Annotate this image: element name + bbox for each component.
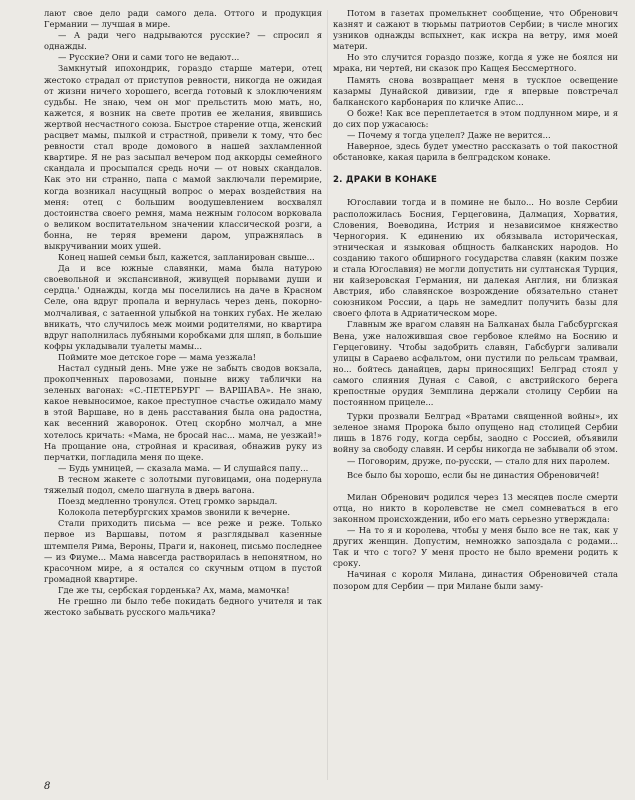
paragraph: Замкнутый ипохондрик, гораздо старше матери, отец жестоко страдал от приступов ревности, никогда не ожидая от жизни ничего хорошего, всегда готовый к злоключениям судьбы. Не знаю, чем он мог прельстить мою мать, но, кажется, я возник на свете против ее желания, явившись жертвой несчастного союза. Быстрое старение отца, женский расцвет мамы, пылкой и страстной, привели к тому, что бес ревности стал вроде домового в нашей захламленной квартире. Я не раз засыпал вечером под аккорды семейного скандала и просыпался средь ночи — от новых скандалов. Как это ни странно, папа с мамой заключали перемирие, когда возникал насущный вопрос о мерах воздействия на меня: отец с большим воодушевлением восхвалял достоинства своего ремня, мама нежным голосом ворковала о великом воспитательном значении классической розги, а бонна, не теряя времени даром, упражнялась в выкручивании моих ушей. — [44, 63, 322, 251]
paragraph: Но это случится гораздо позже, когда я уже не боялся ни мрака, ни чертей, ни сказок про Кащея Бессмертного. — [333, 52, 618, 74]
paragraph: Поймите мое детское горе — мама уезжала! — [58, 351, 256, 362]
paragraph: Конец нашей семьи был, кажется, запланирован свыше... — [58, 252, 315, 263]
paragraph: Потом в газетах промелькнет сообщение, что Обренович казнят и сажают в тюрьмы патриотов Сербии; в числе многих узников однажды вспыхнет, как искра на ветру, имя моей матери. — [333, 8, 618, 52]
paragraph: Турки прозвали Белград «Вратами священной войны», их зеленое знамя Пророка было опущено над столицей Сербии лишь в 1876 году, когда сербы, заодно с Россией, объявили войну за свободу славян. И сербы никогда не забывали об этом. — [333, 411, 618, 455]
paragraph: — Русские? Они и сами того не ведают... — [58, 52, 240, 63]
paragraph: О боже! Как все переплетается в этом подлунном мире, и я до сих пор ужасаюсь: — [333, 107, 618, 129]
paragraph: Поезд медленно тронулся. Отец громко зарыдал. — [58, 496, 278, 507]
paragraph: Начиная с короля Милана, династия Обреновичей стала позором для Сербии — при Милане были заму- — [333, 569, 618, 591]
paragraph: — Будь умницей, — сказала мама. — И слушайся папу... — [58, 462, 309, 473]
paragraph: Да и все южные славянки, мама была натурою своевольной и экспансивной, живущей порывами души и сердца.' Однажды, когда мы поселились на даче в Красном Селе, она вдруг пропала и вернулась через день, покорно-молчаливая, с затаенной улыбкой на тонких губах. Не желаю вникать, что случилось меж моими родителями, но квартира вдруг наполнилась лубяными коробками для шляп, в большие кофры укладывали туалеты мамы... — [44, 263, 322, 351]
page-number: 8 — [44, 781, 51, 792]
column-divider — [327, 10, 328, 780]
paragraph: Все было бы хорошо, если бы не династия Обреновичей! — [347, 469, 600, 480]
paragraph: Югославии тогда и в помине не было... Но возле Сербии расположилась Босния, Герцеговина, Далмация, Хорватия, Словения, Воеводина, Истрия и независимое княжество Черногория. К единению их обязывала историческая, этническая и языковая общность балканских народов. Но созданию такого обширного государства славян (каким позже и стала Югославия) не могли допустить ни султанская Турция, ни кайзеровская Германия, ни далекая Англия, ни близкая Австрия, ибо славянское возрождение обязательно станет союзником России, а царь не замедлит получить базы для своего флота в Адриатическом море. — [333, 197, 618, 319]
paragraph: Память снова возвращает меня в тусклое освещение казармы Дунайской дивизии, где я впервые повстречал балканского карбонария по кличке Апис... — [333, 74, 618, 107]
paragraph: — Почему я тогда уцелел? Даже не верится... — [347, 130, 551, 141]
paragraph: — А ради чего надрываются русские? — спросил я однажды. — [44, 30, 322, 52]
paragraph: лают свое дело ради самого дела. Оттого и продукция Германии — лучшая в мире. — [44, 8, 322, 30]
left-column — [44, 8, 322, 618]
section-heading: 2. ДРАКИ В КОНАКЕ — [333, 175, 438, 186]
paragraph: В тесном жакете с золотыми пуговицами, она подернула тяжелый подол, смело шагнула в дверь вагона. — [44, 473, 322, 496]
paragraph: Главным же врагом славян на Балканах была Габсбургская Вена, уже наложившая свое гербовое клеймо на Боснию и Герцеговину. Чтобы задобрить славян, Габсбурги заливали улицы в Сараево асфальтом, они пустили по рельсам трамваи, но... бойтесь данайцев, дары приносящих! Белград стоял у самого слияния Дуная с Савой, с австрийского берега крепостные орудия Земплина держали столицу Сербии на постоянном прицеле... — [333, 319, 618, 408]
paragraph: Колокола петербургских храмов звонили к вечерне. — [58, 507, 291, 518]
paragraph: Где же ты, сербская горденька? Ах, мама, мамочка! — [58, 584, 290, 595]
paragraph: Настал судный день. Мне уже не забыть сводов вокзала, прокопченных паровозами, поныне вижу таблички на зеленых вагонах: «С.-ПЕТЕРБУРГ — ВАРШАВА». Не знаю, какое невыносимое, какое преступное счастье ожидало маму в этой Варшаве, но в день расставания была она радостна, как весенний жаворонок. Отец скорбно молчал, а мне хотелось кричать: «Мама, не бросай нас... мама, не уезжай!» На прощание она, стройная и красивая, обнажив руку из перчатки, погладила меня по щеке. — [44, 363, 322, 462]
paragraph: — Поговорим, друже, по-русски, — стало для них паролем. — [347, 455, 610, 466]
paragraph: Стали приходить письма — все реже и реже. Только первое из Варшавы, потом я разглядывал казенные штемпеля Рима, Вероны, Праги и, наконец, письмо последнее — из Фиуме... Мама навсегда растворилась в непонятном, но красочном мире, а я остался со скучным отцом в пустой громадной квартире. — [44, 518, 322, 584]
right-column — [333, 8, 618, 592]
paragraph: Милан Обренович родился через 13 месяцев после смерти отца, но никто в королевстве не смел сомневаться в его законном происхождении, ибо его мать серьезно утверждала: — [333, 491, 618, 524]
paragraph: — На то я и королева, чтобы у меня было все не так, как у других женщин. Допустим, немножко запоздала с родами... Так и что с того? У меня просто не было времени родить к сроку. — [333, 525, 618, 569]
paragraph: Наверное, здесь будет уместно рассказать о той пакостной обстановке, какая царила в белградском конаке. — [333, 141, 618, 163]
paragraph: Не грешно ли было тебе покидать бедного учителя и так жестоко забывать русского мальчика? — [44, 595, 322, 618]
